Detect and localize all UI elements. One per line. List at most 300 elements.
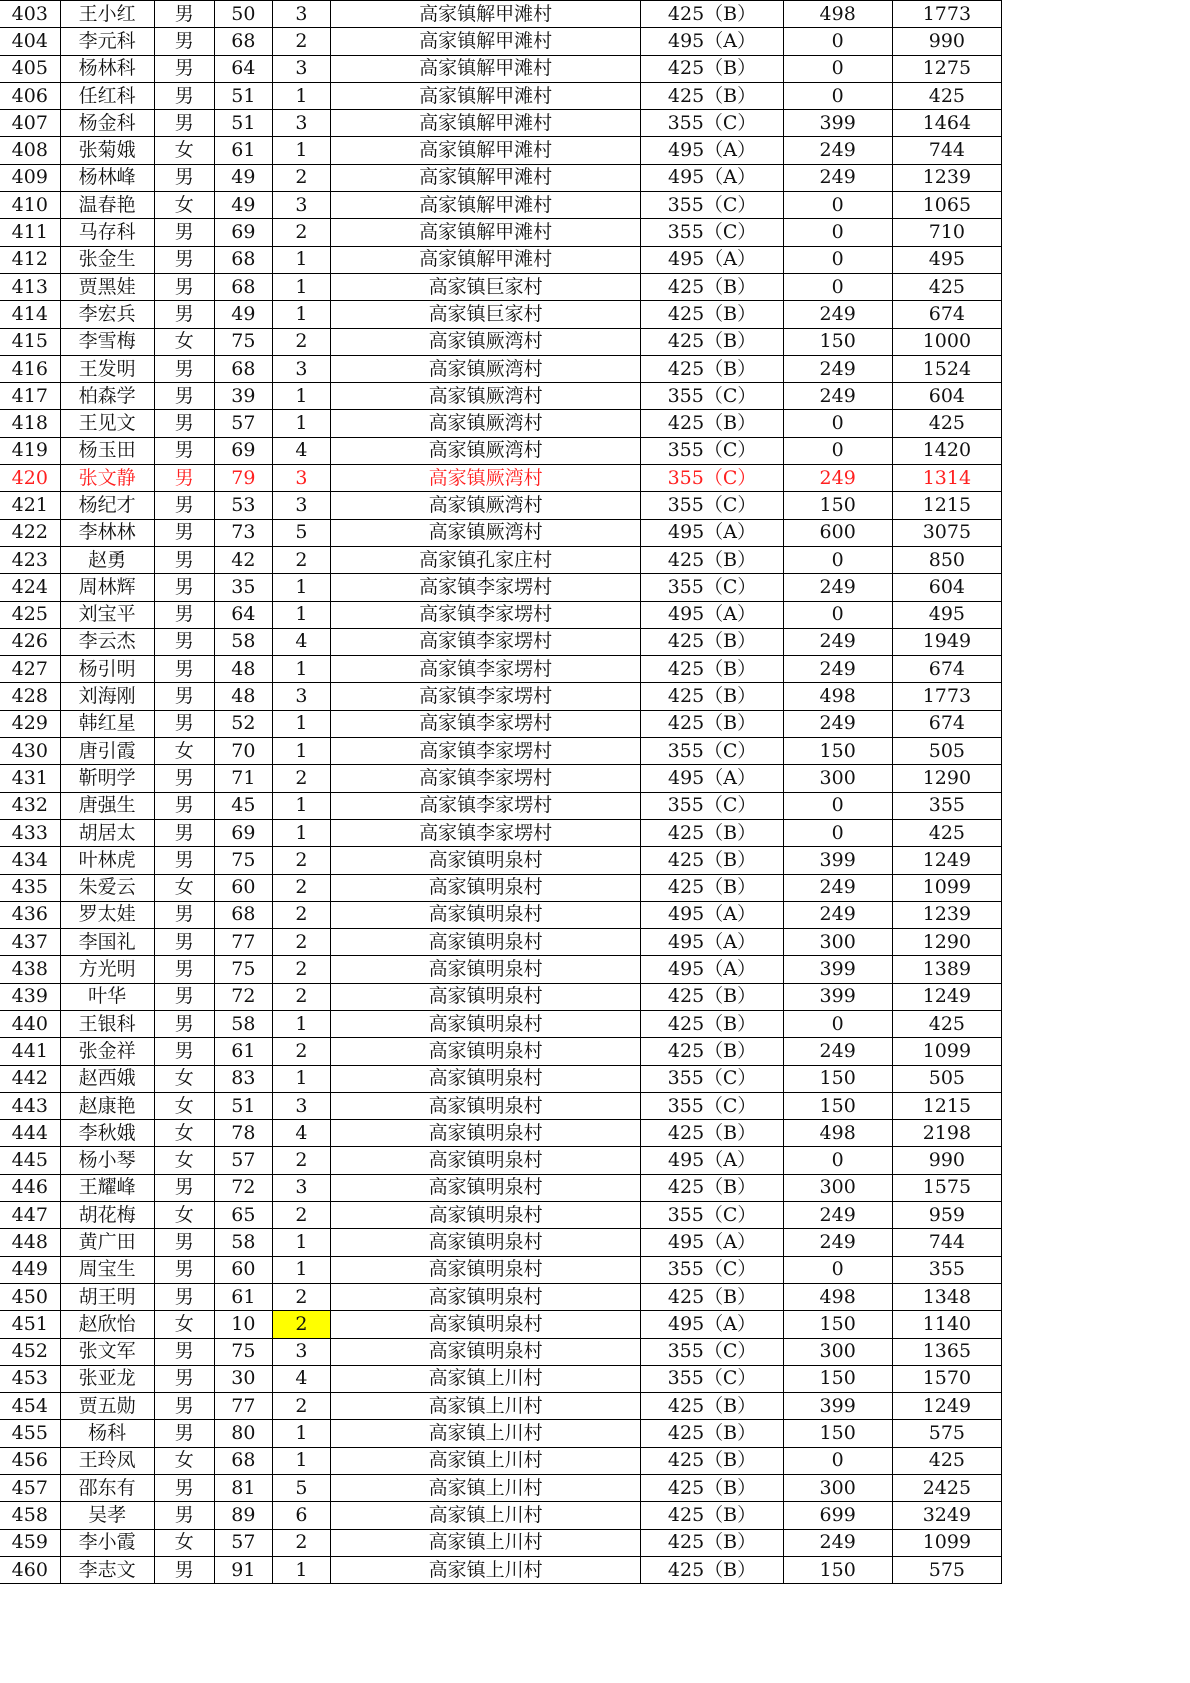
household-count-cell[interactable]: 1 (272, 383, 330, 410)
sex-cell[interactable]: 女 (154, 1447, 214, 1474)
total-cell[interactable]: 744 (892, 137, 1001, 164)
standard-cell[interactable]: 425（B） (641, 328, 783, 355)
sex-cell[interactable]: 男 (154, 28, 214, 55)
sex-cell[interactable]: 男 (154, 1338, 214, 1365)
name-cell[interactable]: 罗太娃 (60, 901, 154, 928)
standard-cell[interactable]: 425（B） (641, 55, 783, 82)
subsidy-cell[interactable]: 150 (783, 492, 892, 519)
name-cell[interactable]: 朱爱云 (60, 874, 154, 901)
household-count-cell[interactable]: 3 (272, 492, 330, 519)
address-cell[interactable]: 高家镇明泉村 (330, 1283, 640, 1310)
name-cell[interactable]: 刘海刚 (60, 683, 154, 710)
row-number-cell[interactable]: 460 (0, 1556, 60, 1583)
standard-cell[interactable]: 355（C） (641, 383, 783, 410)
standard-cell[interactable]: 355（C） (641, 1092, 783, 1119)
total-cell[interactable]: 2425 (892, 1475, 1001, 1502)
name-cell[interactable]: 胡王明 (60, 1283, 154, 1310)
total-cell[interactable]: 425 (892, 1447, 1001, 1474)
total-cell[interactable]: 425 (892, 1010, 1001, 1037)
total-cell[interactable]: 1215 (892, 1092, 1001, 1119)
address-cell[interactable]: 高家镇明泉村 (330, 1038, 640, 1065)
total-cell[interactable]: 990 (892, 28, 1001, 55)
total-cell[interactable]: 425 (892, 82, 1001, 109)
row-number-cell[interactable]: 447 (0, 1202, 60, 1229)
age-cell[interactable]: 58 (214, 1229, 272, 1256)
standard-cell[interactable]: 425（B） (641, 1174, 783, 1201)
standard-cell[interactable]: 425（B） (641, 1556, 783, 1583)
subsidy-cell[interactable]: 0 (783, 792, 892, 819)
subsidy-cell[interactable]: 150 (783, 1420, 892, 1447)
total-cell[interactable]: 1249 (892, 1393, 1001, 1420)
total-cell[interactable]: 1239 (892, 901, 1001, 928)
subsidy-cell[interactable]: 249 (783, 1229, 892, 1256)
household-count-cell[interactable]: 1 (272, 273, 330, 300)
name-cell[interactable]: 贾黑娃 (60, 273, 154, 300)
age-cell[interactable]: 72 (214, 983, 272, 1010)
subsidy-cell[interactable]: 249 (783, 901, 892, 928)
age-cell[interactable]: 75 (214, 956, 272, 983)
household-count-cell[interactable]: 2 (272, 1529, 330, 1556)
standard-cell[interactable]: 425（B） (641, 983, 783, 1010)
row-number-cell[interactable]: 406 (0, 82, 60, 109)
household-count-cell[interactable]: 3 (272, 1092, 330, 1119)
subsidy-cell[interactable]: 0 (783, 82, 892, 109)
row-number-cell[interactable]: 458 (0, 1502, 60, 1529)
sex-cell[interactable]: 男 (154, 437, 214, 464)
sex-cell[interactable]: 男 (154, 55, 214, 82)
age-cell[interactable]: 69 (214, 819, 272, 846)
age-cell[interactable]: 30 (214, 1365, 272, 1392)
age-cell[interactable]: 10 (214, 1311, 272, 1338)
age-cell[interactable]: 48 (214, 656, 272, 683)
total-cell[interactable]: 1140 (892, 1311, 1001, 1338)
subsidy-cell[interactable]: 300 (783, 1475, 892, 1502)
name-cell[interactable]: 胡居太 (60, 819, 154, 846)
sex-cell[interactable]: 女 (154, 1311, 214, 1338)
row-number-cell[interactable]: 452 (0, 1338, 60, 1365)
age-cell[interactable]: 68 (214, 355, 272, 382)
age-cell[interactable]: 53 (214, 492, 272, 519)
sex-cell[interactable]: 男 (154, 1365, 214, 1392)
row-number-cell[interactable]: 413 (0, 273, 60, 300)
address-cell[interactable]: 高家镇解甲滩村 (330, 192, 640, 219)
total-cell[interactable]: 1348 (892, 1283, 1001, 1310)
standard-cell[interactable]: 495（A） (641, 601, 783, 628)
household-count-cell[interactable]: 3 (272, 355, 330, 382)
row-number-cell[interactable]: 403 (0, 1, 60, 28)
subsidy-cell[interactable]: 699 (783, 1502, 892, 1529)
name-cell[interactable]: 杨小琴 (60, 1147, 154, 1174)
address-cell[interactable]: 高家镇李家塄村 (330, 656, 640, 683)
sex-cell[interactable]: 男 (154, 847, 214, 874)
address-cell[interactable]: 高家镇解甲滩村 (330, 219, 640, 246)
total-cell[interactable]: 355 (892, 1256, 1001, 1283)
address-cell[interactable]: 高家镇明泉村 (330, 1229, 640, 1256)
standard-cell[interactable]: 355（C） (641, 574, 783, 601)
age-cell[interactable]: 71 (214, 765, 272, 792)
total-cell[interactable]: 1290 (892, 929, 1001, 956)
address-cell[interactable]: 高家镇厥湾村 (330, 410, 640, 437)
standard-cell[interactable]: 425（B） (641, 683, 783, 710)
age-cell[interactable]: 75 (214, 847, 272, 874)
sex-cell[interactable]: 女 (154, 1147, 214, 1174)
address-cell[interactable]: 高家镇解甲滩村 (330, 137, 640, 164)
age-cell[interactable]: 81 (214, 1475, 272, 1502)
row-number-cell[interactable]: 409 (0, 164, 60, 191)
standard-cell[interactable]: 495（A） (641, 246, 783, 273)
age-cell[interactable]: 60 (214, 1256, 272, 1283)
total-cell[interactable]: 1065 (892, 192, 1001, 219)
address-cell[interactable]: 高家镇明泉村 (330, 983, 640, 1010)
standard-cell[interactable]: 425（B） (641, 1283, 783, 1310)
name-cell[interactable]: 王银科 (60, 1010, 154, 1037)
subsidy-cell[interactable]: 249 (783, 874, 892, 901)
standard-cell[interactable]: 495（A） (641, 164, 783, 191)
row-number-cell[interactable]: 438 (0, 956, 60, 983)
household-count-cell[interactable]: 4 (272, 437, 330, 464)
standard-cell[interactable]: 355（C） (641, 1202, 783, 1229)
address-cell[interactable]: 高家镇上川村 (330, 1447, 640, 1474)
age-cell[interactable]: 61 (214, 1038, 272, 1065)
age-cell[interactable]: 50 (214, 1, 272, 28)
sex-cell[interactable]: 男 (154, 683, 214, 710)
sex-cell[interactable]: 男 (154, 82, 214, 109)
name-cell[interactable]: 李云杰 (60, 628, 154, 655)
row-number-cell[interactable]: 441 (0, 1038, 60, 1065)
age-cell[interactable]: 69 (214, 437, 272, 464)
household-count-cell[interactable]: 4 (272, 628, 330, 655)
name-cell[interactable]: 李元科 (60, 28, 154, 55)
sex-cell[interactable]: 男 (154, 383, 214, 410)
total-cell[interactable]: 575 (892, 1420, 1001, 1447)
address-cell[interactable]: 高家镇明泉村 (330, 874, 640, 901)
age-cell[interactable]: 73 (214, 519, 272, 546)
address-cell[interactable]: 高家镇明泉村 (330, 1311, 640, 1338)
household-count-cell[interactable]: 1 (272, 82, 330, 109)
row-number-cell[interactable]: 416 (0, 355, 60, 382)
household-count-cell[interactable]: 1 (272, 792, 330, 819)
row-number-cell[interactable]: 434 (0, 847, 60, 874)
age-cell[interactable]: 52 (214, 710, 272, 737)
sex-cell[interactable]: 男 (154, 465, 214, 492)
household-count-cell[interactable]: 5 (272, 519, 330, 546)
household-count-cell[interactable]: 1 (272, 1256, 330, 1283)
total-cell[interactable]: 744 (892, 1229, 1001, 1256)
name-cell[interactable]: 韩红星 (60, 710, 154, 737)
standard-cell[interactable]: 425（B） (641, 847, 783, 874)
household-count-cell[interactable]: 2 (272, 1147, 330, 1174)
sex-cell[interactable]: 男 (154, 492, 214, 519)
total-cell[interactable]: 505 (892, 1065, 1001, 1092)
name-cell[interactable]: 杨玉田 (60, 437, 154, 464)
standard-cell[interactable]: 355（C） (641, 738, 783, 765)
household-count-cell[interactable]: 2 (272, 983, 330, 1010)
subsidy-cell[interactable]: 0 (783, 55, 892, 82)
address-cell[interactable]: 高家镇解甲滩村 (330, 28, 640, 55)
age-cell[interactable]: 58 (214, 628, 272, 655)
standard-cell[interactable]: 355（C） (641, 1256, 783, 1283)
row-number-cell[interactable]: 435 (0, 874, 60, 901)
standard-cell[interactable]: 425（B） (641, 82, 783, 109)
age-cell[interactable]: 49 (214, 301, 272, 328)
subsidy-cell[interactable]: 0 (783, 1147, 892, 1174)
address-cell[interactable]: 高家镇明泉村 (330, 1065, 640, 1092)
name-cell[interactable]: 马存科 (60, 219, 154, 246)
row-number-cell[interactable]: 415 (0, 328, 60, 355)
row-number-cell[interactable]: 432 (0, 792, 60, 819)
subsidy-cell[interactable]: 0 (783, 410, 892, 437)
address-cell[interactable]: 高家镇明泉村 (330, 847, 640, 874)
address-cell[interactable]: 高家镇明泉村 (330, 1147, 640, 1174)
name-cell[interactable]: 赵西娥 (60, 1065, 154, 1092)
age-cell[interactable]: 75 (214, 328, 272, 355)
name-cell[interactable]: 任红科 (60, 82, 154, 109)
row-number-cell[interactable]: 459 (0, 1529, 60, 1556)
sex-cell[interactable]: 男 (154, 1283, 214, 1310)
name-cell[interactable]: 王耀峰 (60, 1174, 154, 1201)
standard-cell[interactable]: 495（A） (641, 901, 783, 928)
name-cell[interactable]: 王发明 (60, 355, 154, 382)
name-cell[interactable]: 杨林峰 (60, 164, 154, 191)
row-number-cell[interactable]: 419 (0, 437, 60, 464)
name-cell[interactable]: 柏森学 (60, 383, 154, 410)
household-count-cell[interactable]: 2 (272, 546, 330, 573)
subsidy-cell[interactable]: 249 (783, 574, 892, 601)
address-cell[interactable]: 高家镇厥湾村 (330, 383, 640, 410)
row-number-cell[interactable]: 433 (0, 819, 60, 846)
sex-cell[interactable]: 男 (154, 546, 214, 573)
household-count-cell[interactable]: 2 (272, 874, 330, 901)
subsidy-cell[interactable]: 498 (783, 683, 892, 710)
address-cell[interactable]: 高家镇厥湾村 (330, 492, 640, 519)
address-cell[interactable]: 高家镇李家塄村 (330, 765, 640, 792)
household-count-cell[interactable]: 4 (272, 1365, 330, 1392)
total-cell[interactable]: 1365 (892, 1338, 1001, 1365)
household-count-cell[interactable]: 2 (272, 1393, 330, 1420)
standard-cell[interactable]: 495（A） (641, 929, 783, 956)
household-count-cell[interactable]: 2 (272, 765, 330, 792)
row-number-cell[interactable]: 421 (0, 492, 60, 519)
total-cell[interactable]: 1099 (892, 1529, 1001, 1556)
standard-cell[interactable]: 355（C） (641, 792, 783, 819)
address-cell[interactable]: 高家镇明泉村 (330, 929, 640, 956)
name-cell[interactable]: 张金祥 (60, 1038, 154, 1065)
household-count-cell[interactable]: 2 (272, 929, 330, 956)
row-number-cell[interactable]: 437 (0, 929, 60, 956)
standard-cell[interactable]: 495（A） (641, 519, 783, 546)
row-number-cell[interactable]: 418 (0, 410, 60, 437)
sex-cell[interactable]: 女 (154, 1120, 214, 1147)
subsidy-cell[interactable]: 249 (783, 383, 892, 410)
age-cell[interactable]: 39 (214, 383, 272, 410)
address-cell[interactable]: 高家镇厥湾村 (330, 465, 640, 492)
address-cell[interactable]: 高家镇李家塄村 (330, 792, 640, 819)
row-number-cell[interactable]: 445 (0, 1147, 60, 1174)
row-number-cell[interactable]: 420 (0, 465, 60, 492)
subsidy-cell[interactable]: 0 (783, 28, 892, 55)
standard-cell[interactable]: 425（B） (641, 819, 783, 846)
total-cell[interactable]: 3249 (892, 1502, 1001, 1529)
sex-cell[interactable]: 女 (154, 1092, 214, 1119)
age-cell[interactable]: 51 (214, 110, 272, 137)
sex-cell[interactable]: 男 (154, 628, 214, 655)
row-number-cell[interactable]: 412 (0, 246, 60, 273)
age-cell[interactable]: 79 (214, 465, 272, 492)
row-number-cell[interactable]: 423 (0, 546, 60, 573)
total-cell[interactable]: 1249 (892, 847, 1001, 874)
age-cell[interactable]: 68 (214, 246, 272, 273)
name-cell[interactable]: 周宝生 (60, 1256, 154, 1283)
name-cell[interactable]: 王玲凤 (60, 1447, 154, 1474)
total-cell[interactable]: 674 (892, 710, 1001, 737)
total-cell[interactable]: 425 (892, 410, 1001, 437)
standard-cell[interactable]: 425（B） (641, 874, 783, 901)
total-cell[interactable]: 505 (892, 738, 1001, 765)
household-count-cell[interactable]: 2 (272, 1311, 330, 1338)
household-count-cell[interactable]: 1 (272, 137, 330, 164)
household-count-cell[interactable]: 2 (272, 28, 330, 55)
address-cell[interactable]: 高家镇解甲滩村 (330, 164, 640, 191)
row-number-cell[interactable]: 417 (0, 383, 60, 410)
age-cell[interactable]: 65 (214, 1202, 272, 1229)
row-number-cell[interactable]: 404 (0, 28, 60, 55)
name-cell[interactable]: 杨科 (60, 1420, 154, 1447)
age-cell[interactable]: 60 (214, 874, 272, 901)
household-count-cell[interactable]: 1 (272, 1229, 330, 1256)
standard-cell[interactable]: 425（B） (641, 656, 783, 683)
name-cell[interactable]: 张文静 (60, 465, 154, 492)
age-cell[interactable]: 80 (214, 1420, 272, 1447)
sex-cell[interactable]: 女 (154, 137, 214, 164)
sex-cell[interactable]: 男 (154, 901, 214, 928)
household-count-cell[interactable]: 2 (272, 901, 330, 928)
total-cell[interactable]: 1949 (892, 628, 1001, 655)
household-count-cell[interactable]: 1 (272, 301, 330, 328)
sex-cell[interactable]: 女 (154, 192, 214, 219)
name-cell[interactable]: 赵欣怡 (60, 1311, 154, 1338)
address-cell[interactable]: 高家镇孔家庄村 (330, 546, 640, 573)
household-count-cell[interactable]: 3 (272, 192, 330, 219)
age-cell[interactable]: 77 (214, 1393, 272, 1420)
age-cell[interactable]: 68 (214, 901, 272, 928)
subsidy-cell[interactable]: 249 (783, 1529, 892, 1556)
subsidy-cell[interactable]: 0 (783, 192, 892, 219)
age-cell[interactable]: 70 (214, 738, 272, 765)
household-count-cell[interactable]: 3 (272, 55, 330, 82)
total-cell[interactable]: 1239 (892, 164, 1001, 191)
name-cell[interactable]: 张亚龙 (60, 1365, 154, 1392)
total-cell[interactable]: 990 (892, 1147, 1001, 1174)
sex-cell[interactable]: 男 (154, 710, 214, 737)
household-count-cell[interactable]: 5 (272, 1475, 330, 1502)
standard-cell[interactable]: 425（B） (641, 710, 783, 737)
row-number-cell[interactable]: 453 (0, 1365, 60, 1392)
subsidy-cell[interactable]: 0 (783, 1447, 892, 1474)
row-number-cell[interactable]: 440 (0, 1010, 60, 1037)
sex-cell[interactable]: 男 (154, 1393, 214, 1420)
total-cell[interactable]: 495 (892, 601, 1001, 628)
standard-cell[interactable]: 495（A） (641, 1229, 783, 1256)
name-cell[interactable]: 王小红 (60, 1, 154, 28)
row-number-cell[interactable]: 439 (0, 983, 60, 1010)
subsidy-cell[interactable]: 0 (783, 819, 892, 846)
standard-cell[interactable]: 425（B） (641, 1447, 783, 1474)
subsidy-cell[interactable]: 0 (783, 1256, 892, 1283)
sex-cell[interactable]: 男 (154, 983, 214, 1010)
name-cell[interactable]: 吴孝 (60, 1502, 154, 1529)
row-number-cell[interactable]: 430 (0, 738, 60, 765)
subsidy-cell[interactable]: 0 (783, 1010, 892, 1037)
standard-cell[interactable]: 495（A） (641, 28, 783, 55)
sex-cell[interactable]: 男 (154, 1010, 214, 1037)
address-cell[interactable]: 高家镇厥湾村 (330, 328, 640, 355)
sex-cell[interactable]: 女 (154, 874, 214, 901)
sex-cell[interactable]: 男 (154, 1475, 214, 1502)
address-cell[interactable]: 高家镇上川村 (330, 1393, 640, 1420)
total-cell[interactable]: 575 (892, 1556, 1001, 1583)
age-cell[interactable]: 45 (214, 792, 272, 819)
age-cell[interactable]: 72 (214, 1174, 272, 1201)
subsidy-cell[interactable]: 399 (783, 956, 892, 983)
row-number-cell[interactable]: 456 (0, 1447, 60, 1474)
name-cell[interactable]: 叶华 (60, 983, 154, 1010)
age-cell[interactable]: 68 (214, 273, 272, 300)
total-cell[interactable]: 1000 (892, 328, 1001, 355)
standard-cell[interactable]: 355（C） (641, 465, 783, 492)
address-cell[interactable]: 高家镇明泉村 (330, 1120, 640, 1147)
name-cell[interactable]: 杨纪才 (60, 492, 154, 519)
row-number-cell[interactable]: 411 (0, 219, 60, 246)
standard-cell[interactable]: 495（A） (641, 1147, 783, 1174)
household-count-cell[interactable]: 1 (272, 1556, 330, 1583)
age-cell[interactable]: 57 (214, 1529, 272, 1556)
household-count-cell[interactable]: 2 (272, 328, 330, 355)
sex-cell[interactable]: 男 (154, 301, 214, 328)
subsidy-cell[interactable]: 498 (783, 1120, 892, 1147)
sex-cell[interactable]: 男 (154, 164, 214, 191)
sex-cell[interactable]: 女 (154, 1529, 214, 1556)
total-cell[interactable]: 355 (892, 792, 1001, 819)
total-cell[interactable]: 425 (892, 819, 1001, 846)
standard-cell[interactable]: 425（B） (641, 1120, 783, 1147)
address-cell[interactable]: 高家镇厥湾村 (330, 519, 640, 546)
row-number-cell[interactable]: 427 (0, 656, 60, 683)
total-cell[interactable]: 1290 (892, 765, 1001, 792)
subsidy-cell[interactable]: 399 (783, 1393, 892, 1420)
row-number-cell[interactable]: 446 (0, 1174, 60, 1201)
household-count-cell[interactable]: 1 (272, 819, 330, 846)
row-number-cell[interactable]: 407 (0, 110, 60, 137)
name-cell[interactable]: 靳明学 (60, 765, 154, 792)
row-number-cell[interactable]: 431 (0, 765, 60, 792)
sex-cell[interactable]: 男 (154, 1229, 214, 1256)
sex-cell[interactable]: 男 (154, 1, 214, 28)
sex-cell[interactable]: 女 (154, 738, 214, 765)
address-cell[interactable]: 高家镇上川村 (330, 1420, 640, 1447)
total-cell[interactable]: 1524 (892, 355, 1001, 382)
row-number-cell[interactable]: 450 (0, 1283, 60, 1310)
household-count-cell[interactable]: 1 (272, 410, 330, 437)
name-cell[interactable]: 叶林虎 (60, 847, 154, 874)
standard-cell[interactable]: 355（C） (641, 1065, 783, 1092)
sex-cell[interactable]: 男 (154, 819, 214, 846)
address-cell[interactable]: 高家镇解甲滩村 (330, 246, 640, 273)
name-cell[interactable]: 张文军 (60, 1338, 154, 1365)
sex-cell[interactable]: 男 (154, 656, 214, 683)
subsidy-cell[interactable]: 0 (783, 437, 892, 464)
name-cell[interactable]: 邵东有 (60, 1475, 154, 1502)
standard-cell[interactable]: 425（B） (641, 1475, 783, 1502)
